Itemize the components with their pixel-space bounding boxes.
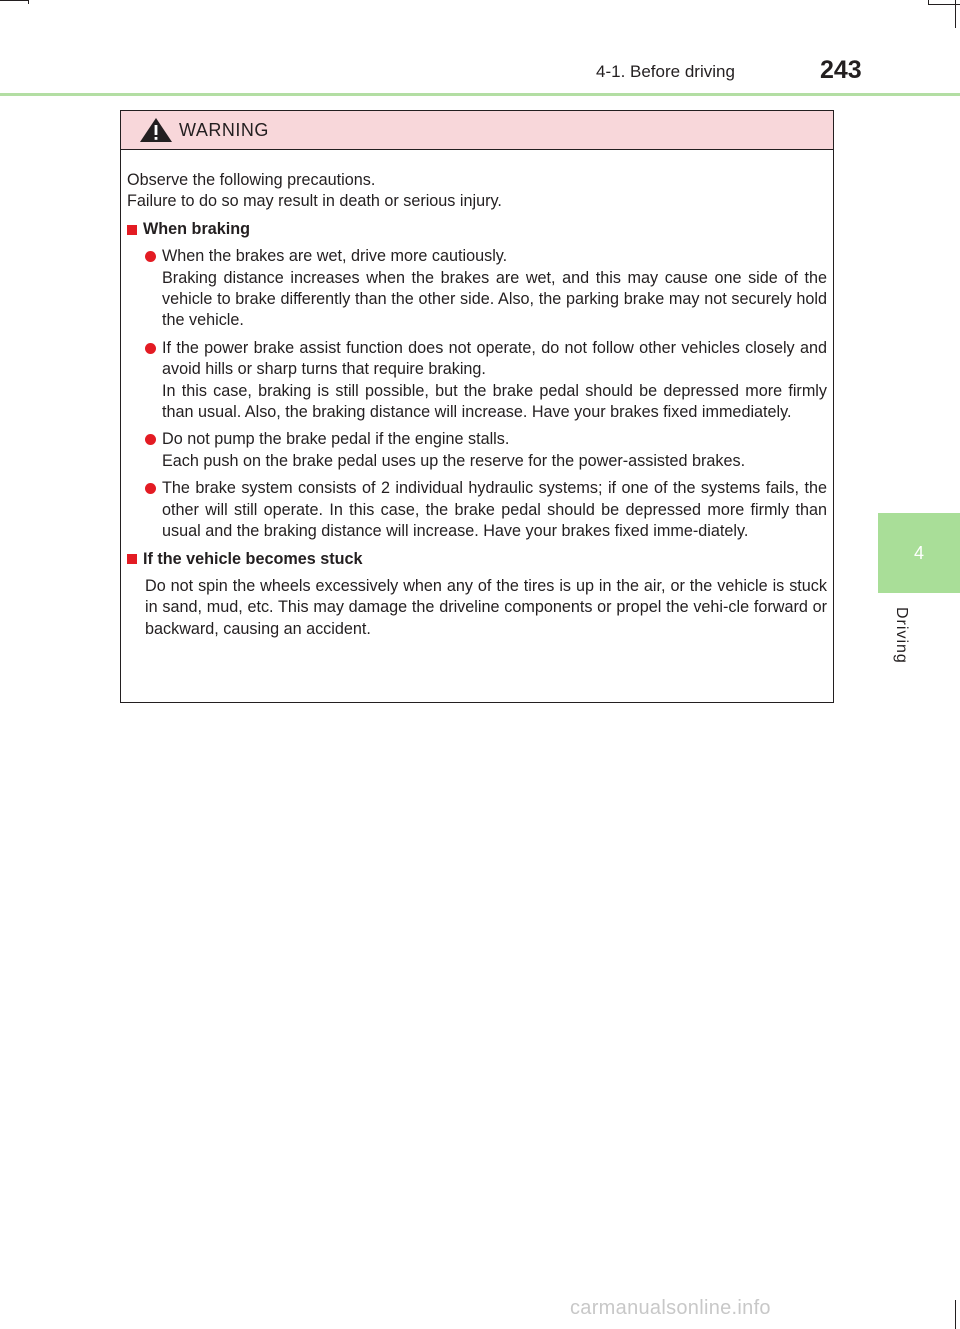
intro-line: Failure to do so may result in death or serious injury. bbox=[127, 192, 502, 211]
subheading-text: When braking bbox=[143, 219, 251, 238]
round-bullet-icon bbox=[145, 434, 156, 445]
section-title: 4-1. Before driving bbox=[596, 62, 735, 81]
header-divider bbox=[0, 93, 960, 96]
warning-title: WARNING bbox=[179, 119, 269, 140]
crop-mark bbox=[955, 1300, 956, 1329]
watermark: carmanualsonline.info bbox=[570, 1297, 771, 1319]
subheading-text: If the vehicle becomes stuck bbox=[143, 549, 363, 568]
crop-mark bbox=[28, 0, 29, 4]
round-bullet-icon bbox=[145, 251, 156, 262]
square-bullet-icon bbox=[127, 554, 137, 564]
crop-mark bbox=[0, 0, 28, 1]
bullet-lead: If the power brake assist function does not operate, do not follow other vehicles closely and avoid hills or sharp turns that require braking. bbox=[162, 338, 827, 379]
square-bullet-icon bbox=[127, 225, 137, 235]
warning-header bbox=[121, 111, 833, 150]
warning-triangle-icon bbox=[139, 117, 173, 143]
chapter-label: Driving bbox=[893, 607, 910, 664]
bullet-detail: Braking distance increases when the brakes are wet, and this may cause one side of the vehicle to brake differently than the other side. Also, the parking brake may not securely hold the vehicle. bbox=[162, 268, 827, 330]
round-bullet-icon bbox=[145, 343, 156, 354]
list-item bbox=[145, 478, 827, 542]
chapter-tab bbox=[878, 513, 960, 593]
chapter-number: 4 bbox=[913, 542, 924, 563]
bullet-detail: Each push on the brake pedal uses up the reserve for the power-assisted brakes. bbox=[162, 451, 746, 470]
warning-box bbox=[120, 110, 834, 703]
list-item bbox=[145, 429, 827, 472]
round-bullet-icon bbox=[145, 483, 156, 494]
page-number: 243 bbox=[820, 56, 862, 84]
stuck-paragraph: Do not spin the wheels excessively when any of the tires is up in the air, or the vehicle is stuck in sand, mud, etc. This may damage the driveline components or propel the vehi-cle forward or backward, causing an accident. bbox=[145, 576, 827, 638]
warning-body bbox=[121, 150, 833, 640]
crop-mark bbox=[955, 0, 956, 28]
bullet-lead: Do not pump the brake pedal if the engine stalls. bbox=[162, 430, 510, 449]
list-item bbox=[145, 246, 827, 332]
list-item bbox=[145, 338, 827, 424]
bullet-lead: The brake system consists of 2 individual hydraulic systems; if one of the systems fails, the other will still operate. In this case, the brake pedal should be depressed more firmly than usual and the braking distance will increase. Have your brakes fixed imme-diately. bbox=[162, 479, 827, 541]
bullet-detail: In this case, braking is still possible, but the brake pedal should be depressed more firmly than usual. Also, the braking distance will increase. Have your brakes fixed immediately. bbox=[162, 381, 827, 422]
subheading-when-braking bbox=[127, 219, 827, 240]
intro-line: Observe the following precautions. bbox=[127, 171, 376, 189]
subheading-vehicle-stuck bbox=[127, 549, 827, 570]
bullet-lead: When the brakes are wet, drive more cautiously. bbox=[162, 247, 508, 266]
